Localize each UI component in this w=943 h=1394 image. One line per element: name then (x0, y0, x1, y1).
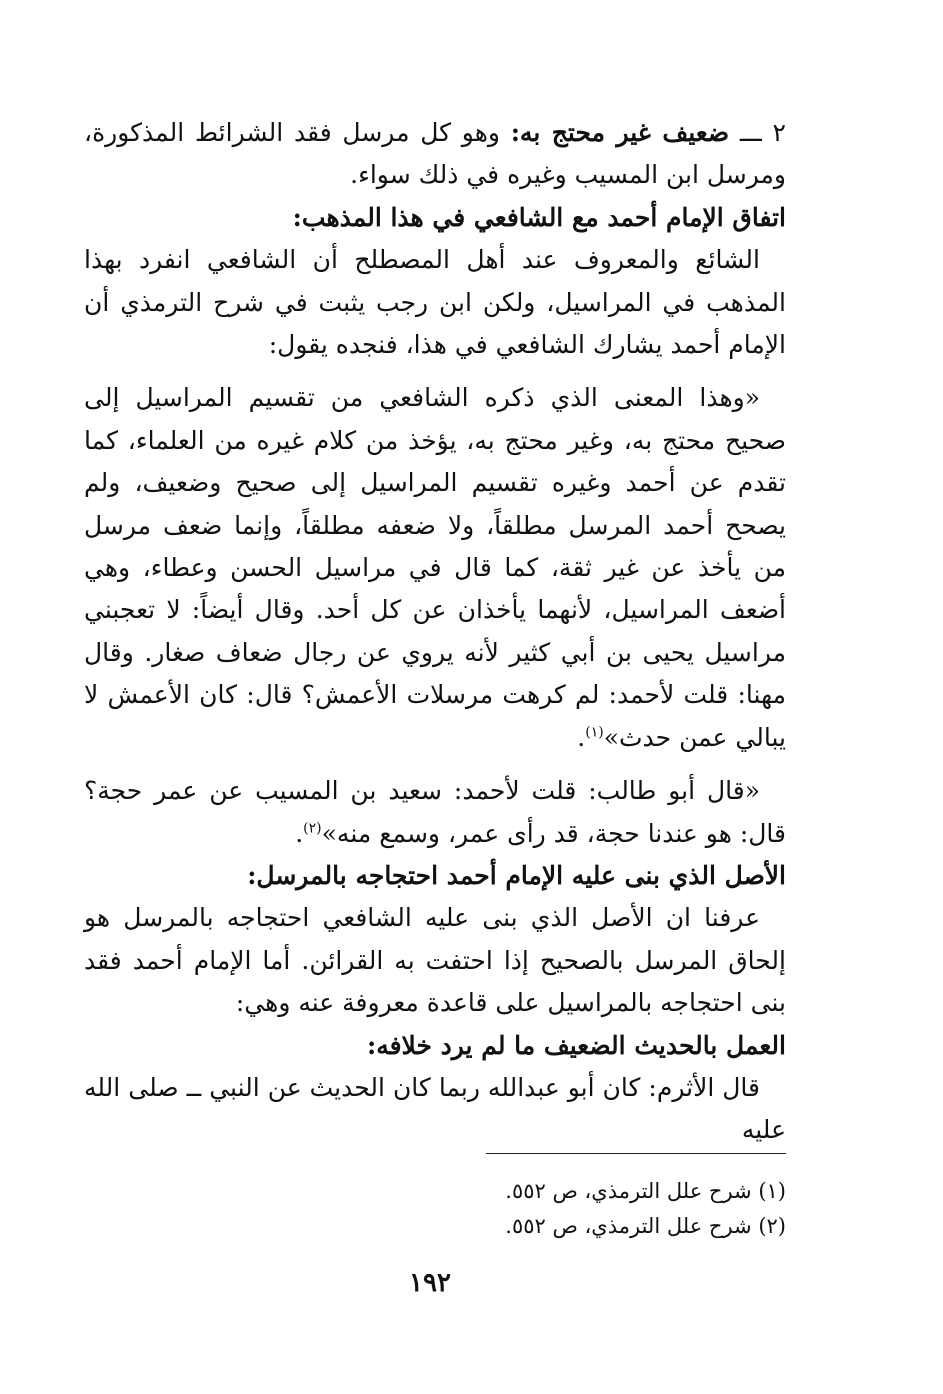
quote-abu-talib (84, 770, 786, 855)
heading-ahmad-shafii-agreement: اتفاق الإمام أحمد مع الشافعي في هذا المذهب: (292, 202, 786, 232)
section-lead: ضعيف غير محتج به: (510, 118, 730, 147)
page-number: ١٩٢ (409, 1268, 451, 1298)
quote-abu-talib-text: «قال أبو طالب: قلت لأحمد: سعيد بن المسيب عن عمر حجة؟ قال: هو عندنا حجة، قد رأى عمر، وسمع منه» (84, 776, 786, 848)
section-number: ٢ (772, 118, 786, 147)
paragraph-basis: عرفنا ان الأصل الذي بنى عليه الشافعي احتجاجه بالمرسل هو إلحاق المرسل بالصحيح إذا احتفت به القرائن. أما الإمام أحمد فقد بنى احتجاجه بالمراسيل على قاعدة معروفة عنه وهي: (84, 903, 786, 1018)
footnote-ref-1: (١) (585, 724, 604, 741)
footnote-divider (486, 1153, 786, 1154)
section-dash: ـــ (739, 118, 762, 147)
quote-ibn-rajab-end: . (577, 722, 586, 752)
paragraph-athram: قال الأثرم: كان أبو عبدالله ربما كان الحديث عن النبي ــ صلى الله عليه (84, 1072, 786, 1145)
footnotes (84, 1174, 786, 1244)
paragraph-common-view: الشائع والمعروف عند أهل المصطلح أن الشافعي انفرد بهذا المذهب في المراسيل، ولكن ابن رجب يثبت في شرح الترمذي أن الإمام أحمد يشارك الشافعي في هذا، فنجده يقول: (84, 245, 786, 360)
footnote-ref-2: (٢) (303, 820, 322, 837)
quote-abu-talib-end: . (295, 818, 304, 848)
footnote-2: (٢) شرح علل الترمذي، ص ٥٥٢. (505, 1214, 786, 1238)
page-body (84, 112, 786, 1152)
heading-ahmad-basis: الأصل الذي بنى عليه الإمام أحمد احتجاجه بالمرسل: (247, 860, 786, 890)
section-2-paragraph (84, 112, 786, 197)
heading-weak-hadith: العمل بالحديث الضعيف ما لم يرد خلافه: (366, 1030, 786, 1060)
quote-ibn-rajab-text: «وهذا المعنى الذي ذكره الشافعي من تقسيم المراسيل إلى صحيح محتج به، وغير محتج به، يؤخذ من كلام غيره من العلماء، كما تقدم عن أحمد وغيره تقسيم المراسيل إلى صحيح وضعيف، ولم يصحح أحمد المرسل مطلقاً، ولا ضعفه مطلقاً، وإنما ضعف مرسل من يأخذ عن غير ثقة، كما قال في مراسيل الحسن وعطاء، وهي أضعف المراسيل، لأنهما يأخذان عن كل أحد. وقال أيضاً: لا تعجبني مراسيل يحيى بن أبي كثير لأنه يروي عن رجال ضعاف صغار. وقال مهنا: قلت لأحمد: لم كرهت مرسلات الأعمش؟ قال: كان الأعمش لا يبالي عمن حدث» (84, 383, 786, 752)
section-text: وهو كل مرسل فقد الشرائط المذكورة، ومرسل ابن المسيب وغيره في ذلك سواء. (84, 118, 786, 190)
footnote-1: (١) شرح علل الترمذي، ص ٥٥٢. (505, 1179, 786, 1203)
quote-ibn-rajab (84, 377, 786, 759)
